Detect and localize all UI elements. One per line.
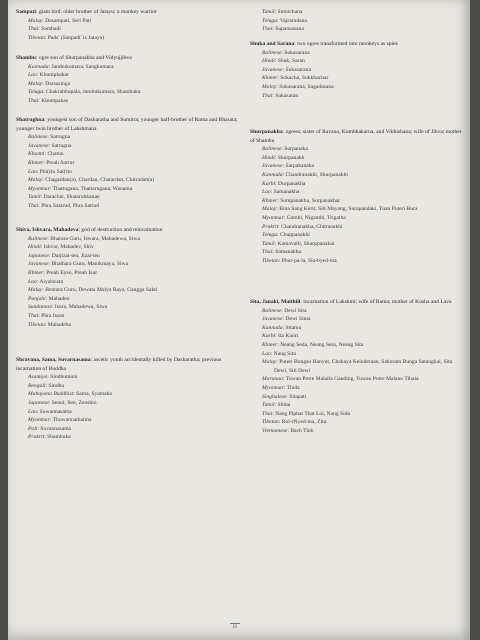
language-term: Puteri Bungsu Hanyut, Chahaya Keinderaan, Sakuram Bunga Satangkai, Sita Dewi, Siti Dewi xyxy=(274,359,453,374)
entry-definition: : ogre son of Shurpanakha and Vidyujjihva xyxy=(35,55,132,61)
language-name: Tibetan xyxy=(28,34,45,41)
language-variant: Thai: Phra Issan xyxy=(28,312,65,319)
language-variant: Malay: Chagardan(a), Chardan, Chatardan, Chitradan(a) xyxy=(28,177,155,184)
language-name: Malay xyxy=(28,80,43,87)
language-variant: Tamil: Kamavalli, Shurppanakai xyxy=(262,240,335,247)
language-term: Pads' (Sanpadi' is Jatayu) xyxy=(47,34,105,41)
language-name: Maranao xyxy=(262,376,283,383)
language-term: Samanakha xyxy=(275,249,302,256)
language-term: Darachai, Shatarukkanan xyxy=(43,194,100,201)
language-name: Vietnamese xyxy=(262,427,288,434)
language-name: Telugu xyxy=(262,232,278,239)
language-variant: Malay: Darsasinga xyxy=(28,80,71,87)
language-term: Aiyahsuan xyxy=(39,278,64,285)
language-term: Sumichana xyxy=(277,9,303,15)
language-term: Phra Issan xyxy=(41,312,65,319)
language-term: Darsasinga xyxy=(45,80,71,87)
footer-rule xyxy=(230,623,240,624)
language-name: Thai xyxy=(262,410,273,417)
language-term: Satrugna xyxy=(50,134,71,141)
glossary-entry xyxy=(16,54,238,106)
language-variant: Bengali: Sindhu xyxy=(28,382,65,389)
language-variant: Hindi: Shuk, Saran xyxy=(262,58,305,65)
language-variant: Javanese: Dewi Sinta xyxy=(262,316,311,323)
entry-definition: : incarnation of Lakshmi; wife of Rama; mother of Kusha and Lava xyxy=(300,299,452,305)
language-name: Tamil xyxy=(262,9,275,15)
language-term: Suvannasama xyxy=(40,425,72,432)
language-variant: Singhalese: Sitapati xyxy=(262,393,307,400)
language-name: Telugu xyxy=(262,17,278,24)
language-term: Sama, Syamaka xyxy=(76,391,112,398)
language-term: Phur-pa-la, Sla-byed-ma xyxy=(281,257,337,264)
language-variant: Sundanese: Isora, Mahadewa, Siwa xyxy=(28,304,108,311)
language-variant: Myanmar: Thida xyxy=(262,384,300,391)
language-term: Bota Sang Kerit, Siti Mayang, Surapandaki, Tuan Puteri Bura xyxy=(279,206,418,213)
language-name: Japanese xyxy=(28,252,49,259)
language-term: Chandranakha, Chitranakhi xyxy=(281,223,343,230)
language-term: Samanakha xyxy=(273,189,300,196)
language-name: Mahayana Buddhist xyxy=(28,391,74,398)
entry-definition: : giant bird, older brother of Jatayu; a monkey warrior xyxy=(35,9,157,15)
language-term: Sukasarana, Sagadasana xyxy=(279,83,334,90)
language-name: Thai xyxy=(28,202,39,209)
language-term: Ishvar, Mahadev, Shiv xyxy=(43,244,94,251)
language-name: Javanese xyxy=(28,142,49,149)
language-term: Dewi Sinta xyxy=(285,316,311,323)
language-variant: Lao: Khumphakar xyxy=(28,72,69,79)
language-variant: Prakrit: Chandranakha, Chitranakhi xyxy=(262,223,343,230)
language-term: Khumpakas xyxy=(41,97,68,104)
entry-headword: Shambu xyxy=(16,55,36,61)
language-term: Phi(t)u Sat(t)u xyxy=(39,168,72,175)
language-variant: Kannada: Chandranakhi, Shurpanakhi xyxy=(262,171,348,178)
language-name: Malay xyxy=(262,359,277,366)
language-term: Thuwannathaima xyxy=(52,417,92,424)
language-variant: Karbi: Ita Kunri xyxy=(262,333,299,340)
language-variant: Telugu: Vajrarudana xyxy=(262,17,307,24)
language-variant: Tamil: Sumichana xyxy=(262,9,303,15)
language-name: Sundanese xyxy=(28,304,52,311)
language-term: Sukasaran xyxy=(275,92,299,99)
entry-headword: Shurpanakha xyxy=(250,129,283,135)
language-term: Thattugana, Thattarugana, Wanama xyxy=(52,185,133,192)
language-term: Daijizai-ten, Jizai-ten xyxy=(51,252,100,259)
language-name: Myanmar xyxy=(262,384,284,391)
language-name: Thai xyxy=(262,249,273,256)
entry-heading xyxy=(16,226,238,235)
language-name: Khmer xyxy=(28,159,44,166)
language-term: Sukasarana xyxy=(284,49,310,56)
language-variant: Japanese: Senni, Sen, Zenshin xyxy=(28,399,97,406)
language-variant: Lao: Samanakha xyxy=(262,189,300,196)
language-variant: Hindi: Shurpanakh xyxy=(262,154,305,161)
entry-headword: Shuka and Sarana xyxy=(250,41,295,47)
entry-definition: : two ogres transformed into monkeys as spies xyxy=(294,41,398,47)
entry-definition: : ascetic youth accidentally killed by Dasharatha; previous incarnation of Buddha xyxy=(16,357,222,372)
language-term: Thida xyxy=(286,384,300,391)
glossary-entry xyxy=(16,226,238,329)
glossary-entry xyxy=(16,356,238,442)
glossary-entry xyxy=(16,116,238,211)
language-name: Khmer xyxy=(28,269,44,276)
language-term: Tuwan Potre Malaila Ganding, Tuwan Potre Malano Tihaia xyxy=(285,376,419,383)
language-variant: Tibetan: Mahadeba xyxy=(28,321,72,328)
language-name: Myanmar xyxy=(262,214,284,221)
language-name: Khmer xyxy=(262,75,278,82)
language-term: Bentara Guru, Dewata Mulya Raya, Gangga Sakti xyxy=(45,287,158,294)
language-name: Javanese xyxy=(262,66,283,73)
language-variant: Balinese: Dewi Sita xyxy=(262,307,307,314)
language-variant: Hindi: Ishvar, Mahadev, Shiv xyxy=(28,244,94,251)
entry-headword: Shravana, Sama, Suvarnasama xyxy=(16,357,91,363)
language-variant: Maranao: Tuwan Potre Malaila Ganding, Tuwan Potre Malano Tihaia xyxy=(262,376,419,383)
language-variant: Khmer: Preah Eyso, Preah Isur xyxy=(28,269,98,276)
language-term: Sokacha, Sukkhachar xyxy=(280,75,329,82)
language-name: Tamil xyxy=(262,402,275,409)
language-variant: Malay: Bota Sang Kerit, Siti Mayang, Surapandaki, Tuan Puteri Bura xyxy=(262,206,418,213)
language-variant: Tamil: Darachai, Shatarukkanan xyxy=(28,194,100,201)
glossary-entry xyxy=(250,128,464,266)
entry-heading xyxy=(250,128,464,145)
language-name: Khmer xyxy=(262,197,278,204)
language-variant: Lao: Phi(t)u Sat(t)u xyxy=(28,168,72,175)
language-variant: Malay: Sukasarana, Sagadasana xyxy=(262,83,334,90)
language-term: Bach Tinh xyxy=(290,427,314,434)
language-term: Surpanaka xyxy=(284,146,308,153)
language-term: Ita Kunri xyxy=(278,333,299,340)
language-name: Thai xyxy=(262,92,273,99)
language-variant: Vietnamese: Bach Tinh xyxy=(262,427,314,434)
language-term: Shurpanakh xyxy=(277,154,305,161)
language-variant: Telugu: Chuppanakhi xyxy=(262,232,310,239)
language-variant: Malay: Puteri Bungsu Hanyut, Chahaya Keinderaan, Sakuram Bunga Satangkai, Sita Dewi, Siti Dewi xyxy=(262,359,453,374)
language-name: Thai xyxy=(28,26,39,33)
language-variant: Punjabi: Mahadeo xyxy=(28,295,70,302)
language-variant: Mahayana Buddhist: Sama, Syamaka xyxy=(28,391,112,398)
language-term: Suwannasama xyxy=(39,408,72,415)
glossary-entry xyxy=(250,40,464,100)
language-variant: Balinese: Satrugna xyxy=(28,134,71,141)
language-variant: Telugu: Chakrabhupala, Jambukumara, Shambuka xyxy=(28,89,141,96)
language-variant: Thai: Sambadi xyxy=(28,26,61,33)
language-variant: Thai: Nang Piphat That Loi, Nang Sida xyxy=(262,410,350,417)
language-term: Dasampati, Seri Pati xyxy=(45,17,92,24)
language-term: Senni, Sen, Zenshin xyxy=(51,399,97,406)
language-term: Mahadeba xyxy=(47,321,72,328)
language-name: Singhalese xyxy=(262,393,287,400)
language-name: Lao xyxy=(262,189,271,196)
entry-heading xyxy=(250,298,464,307)
language-term: Rol-rNyed-ma, Zita xyxy=(281,419,327,426)
language-term: Phra Satarud, Phra Satrud xyxy=(41,202,100,209)
language-term: Chuppanakhi xyxy=(279,232,310,239)
language-name: Lao xyxy=(28,168,37,175)
language-variant: Myanmar: Thattugana, Thattarugana, Wanama xyxy=(28,185,133,192)
language-name: Myanmar xyxy=(28,417,50,424)
entry-definition: : youngest son of Dasharatha and Sumitra; younger half-brother of Rama and Bharata; younger twin brother of Lakshmana xyxy=(16,117,238,132)
language-variant: Malay: Dasampati, Seri Pati xyxy=(28,17,92,24)
language-term: Khumphakar xyxy=(39,72,69,79)
language-term: Bhathara Guru, Manikmaya, Siwa xyxy=(51,261,129,268)
language-name: Japanese xyxy=(28,399,49,406)
language-variant: Malay: Bentara Guru, Dewata Mulya Raya, Gangga Sakti xyxy=(28,287,158,294)
language-term: Preah Sutrut xyxy=(46,159,74,166)
language-name: Asamiya xyxy=(28,374,48,381)
language-term: Supansasana xyxy=(275,26,304,33)
language-variant: Tibetan: Phur-pa-la, Sla-byed-ma xyxy=(262,257,337,264)
language-term: Vajrarudana xyxy=(279,17,307,24)
language-name: Khamti xyxy=(28,151,45,158)
language-variant: Lao: Suwannasama xyxy=(28,408,72,415)
entry-definition: : god of destruction and reincarnation xyxy=(78,227,163,233)
language-variant: Myanmar: Thuwannathaima xyxy=(28,417,92,424)
language-variant: Javanese: Satrugna xyxy=(28,142,72,149)
language-name: Kannada xyxy=(262,171,283,178)
language-name: Karbi xyxy=(262,333,276,340)
language-name: Lao xyxy=(28,278,37,285)
language-variant: Javanese: Bhathara Guru, Manikmaya, Siwa xyxy=(28,261,129,268)
language-variant: Thai: Samanakha xyxy=(262,249,302,256)
language-term: Sarpakanaka xyxy=(285,163,315,170)
language-name: Khmer xyxy=(262,341,278,348)
language-name: Tamil xyxy=(262,240,275,247)
language-term: Shitai xyxy=(277,402,291,409)
language-name: Lao xyxy=(28,72,37,79)
language-variant: Khmer: Neang Seda, Neang Sera, Neang Sita xyxy=(262,341,364,348)
language-term: Nang Sita xyxy=(273,350,296,357)
language-name: Thai xyxy=(28,97,39,104)
language-name: Prakrit xyxy=(28,434,45,441)
language-term: Shambuka xyxy=(47,434,71,441)
language-term: Chagardan(a), Chardan, Chatardan, Chitradan(a) xyxy=(45,177,155,184)
entry-heading xyxy=(16,8,238,17)
language-variant: Javanese: Sukasarana xyxy=(262,66,311,73)
language-term: Chakrabhupala, Jambukumara, Shambuka xyxy=(45,89,141,96)
language-name: Tamil xyxy=(28,194,41,201)
language-term: Isora, Mahadewa, Siwa xyxy=(54,304,108,311)
language-variant: Thai: Khumpakas xyxy=(28,97,68,104)
language-variant: Thai: Supansasana xyxy=(262,26,304,33)
language-name: Kannada xyxy=(28,63,49,70)
language-variant: Japanese: Daijizai-ten, Jizai-ten xyxy=(28,252,100,259)
language-name: Prakrit xyxy=(262,223,279,230)
language-name: Tibetan xyxy=(28,321,45,328)
glossary-entry xyxy=(250,298,464,436)
language-term: Mahadeo xyxy=(48,295,70,302)
language-variant: Thai: Phra Satarud, Phra Satrud xyxy=(28,202,100,209)
language-name: Malay xyxy=(262,83,277,90)
book-page xyxy=(8,0,470,640)
language-term: Chatuu xyxy=(47,151,64,158)
language-variant: Tamil: Shitai xyxy=(262,402,291,409)
language-name: Balinese xyxy=(28,134,48,141)
language-name: Bengali xyxy=(28,382,46,389)
language-term: Preah Eyso, Preah Isur xyxy=(46,269,98,276)
language-term: Durpanakha xyxy=(278,180,306,187)
language-variant: Kannada: Sitamu xyxy=(262,324,302,331)
language-variant: Lao: Aiyahsuan xyxy=(28,278,64,285)
language-variant: Balinese: Bharara Guru, Iswara, Mahadewa, Siwa xyxy=(28,235,140,242)
language-name: Thai xyxy=(262,26,273,33)
language-name: Malay xyxy=(28,177,43,184)
language-term: Sindhumuni xyxy=(50,374,78,381)
language-name: Lao xyxy=(28,408,37,415)
language-term: Sitamu xyxy=(285,324,302,331)
language-name: Hindi xyxy=(262,154,275,161)
language-term: Shuk, Saran xyxy=(277,58,305,65)
language-term: Sitapati xyxy=(289,393,307,400)
language-name: Tibetan xyxy=(262,419,279,426)
language-name: Balinese xyxy=(28,235,48,242)
entry-headword: Sita, Janaki, Maithili xyxy=(250,299,301,305)
language-name: Karbi xyxy=(262,180,276,187)
language-term: Bharara Guru, Iswara, Mahadewa, Siwa xyxy=(50,235,140,242)
language-term: Sambadi xyxy=(41,26,61,33)
language-term: Sukasarana xyxy=(285,66,311,73)
language-name: Pali xyxy=(28,425,38,432)
language-term: Sumpanakha, Surpanakhar xyxy=(280,197,341,204)
language-name: Telugu xyxy=(28,89,44,96)
language-variant: Karbi: Durpanakha xyxy=(262,180,306,187)
language-name: Javanese xyxy=(262,316,283,323)
language-term: Gambi, Nigambi, Trigatha xyxy=(286,214,346,221)
language-name: Hindi xyxy=(28,244,41,251)
language-variant: Thai: Sukasaran xyxy=(262,92,299,99)
entry-headword: Shatrughna xyxy=(16,117,45,123)
entry-heading xyxy=(16,116,238,133)
entry-heading xyxy=(16,356,238,373)
language-term: Jambukumara, Sangkumara xyxy=(51,63,114,70)
language-variant: Balinese: Sukasarana xyxy=(262,49,310,56)
language-term: Satrugna xyxy=(51,142,72,149)
language-name: Thai xyxy=(28,312,39,319)
language-variant: Khmer: Sokacha, Sukkhachar xyxy=(262,75,329,82)
language-name: Balinese xyxy=(262,49,282,56)
language-name: Malay xyxy=(28,287,43,294)
language-name: Tibetan xyxy=(262,257,279,264)
language-variant: Myanmar: Gambi, Nigambi, Trigatha xyxy=(262,214,346,221)
language-name: Javanese xyxy=(262,163,283,170)
entry-heading xyxy=(250,40,464,49)
language-name: Balinese xyxy=(262,307,282,314)
language-name: Hindi xyxy=(262,58,275,65)
glossary-entry xyxy=(250,8,464,34)
language-variant: Javanese: Sarpakanaka xyxy=(262,163,315,170)
language-term: Chandranakhi, Shurpanakhi xyxy=(285,171,348,178)
language-variant: Lao: Nang Sita xyxy=(262,350,296,357)
language-term: Nang Piphat That Loi, Nang Sida xyxy=(275,410,350,417)
page-number: 19 xyxy=(232,625,237,630)
language-name: Balinese xyxy=(262,146,282,153)
language-name: Malay xyxy=(262,206,277,213)
language-variant: Prakrit: Shambuka xyxy=(28,434,71,441)
language-variant: Khamti: Chatuu xyxy=(28,151,64,158)
language-term: Neang Seda, Neang Sera, Neang Sita xyxy=(280,341,364,348)
language-variant: Tibetan: Rol-rNyed-ma, Zita xyxy=(262,419,327,426)
entry-heading xyxy=(16,54,238,63)
language-variant: Khmer: Sumpanakha, Surpanakhar xyxy=(262,197,341,204)
language-variant: Balinese: Surpanaka xyxy=(262,146,308,153)
language-variant: Kannada: Jambukumara, Sangkumara xyxy=(28,63,114,70)
language-term: Kamavalli, Shurppanakai xyxy=(277,240,335,247)
entry-headword: Sampati xyxy=(16,9,36,15)
entry-headword: Shiva, Ishvara, Mahadeva xyxy=(16,227,79,233)
language-variant: Asamiya: Sindhumuni xyxy=(28,374,78,381)
language-variant: Khmer: Preah Sutrut xyxy=(28,159,74,166)
language-name: Lao xyxy=(262,350,271,357)
language-term: Sindhu xyxy=(48,382,65,389)
language-name: Malay xyxy=(28,17,43,24)
glossary-entry xyxy=(16,8,238,42)
language-variant: Pali: Suvannasama xyxy=(28,425,72,432)
language-name: Javanese xyxy=(28,261,49,268)
language-name: Punjabi xyxy=(28,295,46,302)
language-variant: Tibetan: Pads' (Sanpadi' is Jatayu) xyxy=(28,34,105,41)
language-name: Myanmar xyxy=(28,185,50,192)
language-name: Kannada xyxy=(262,324,283,331)
entry-definition: : ogress; sister of Ravana, Kumbhakarna, and Vibhishana; wife of Jihva; mother of Shambu xyxy=(250,129,462,144)
language-term: Dewi Sita xyxy=(284,307,307,314)
